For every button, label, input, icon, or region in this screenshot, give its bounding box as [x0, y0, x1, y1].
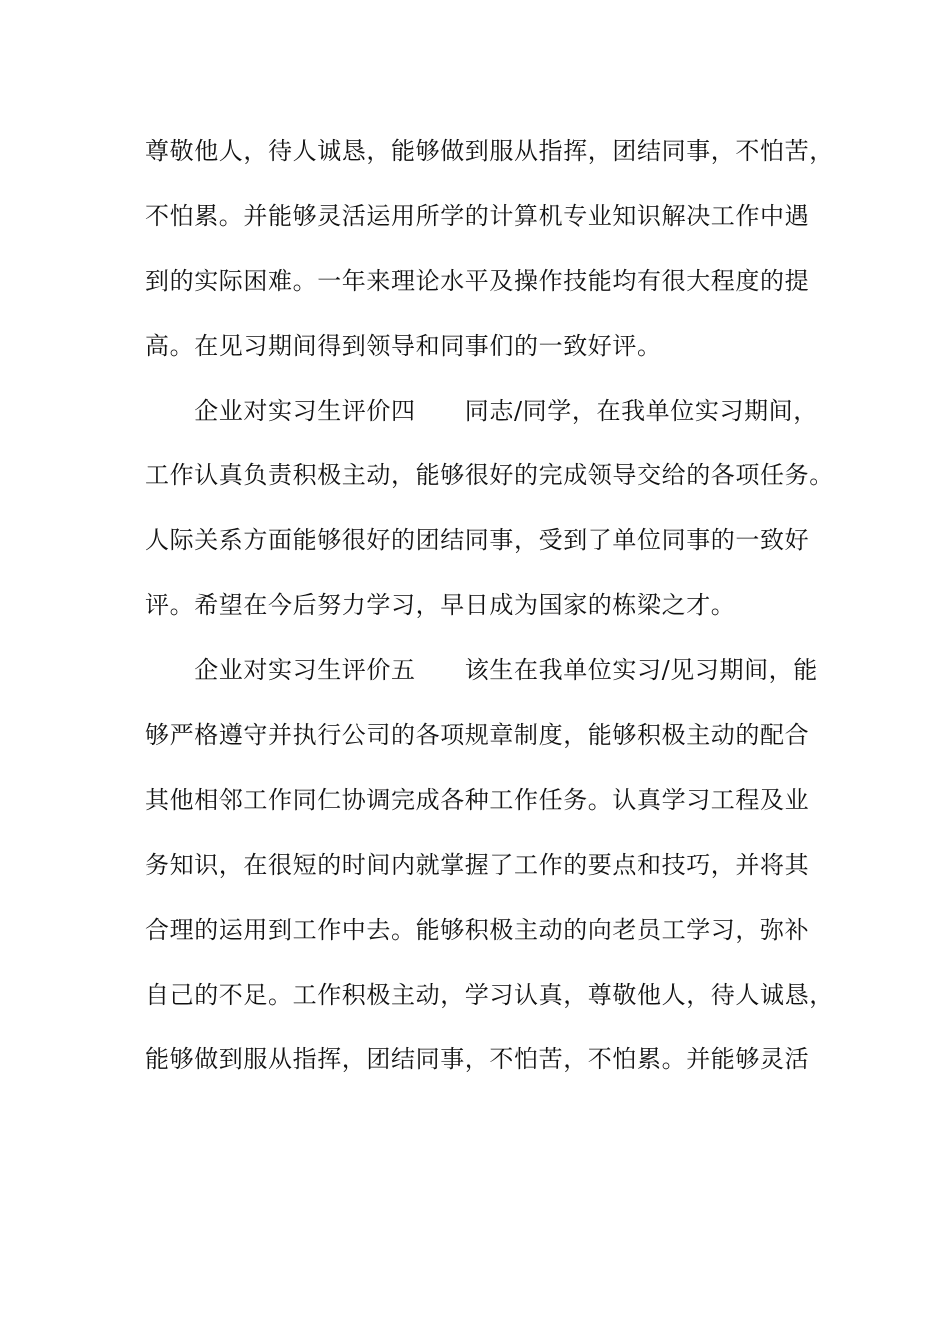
text-line-9: 企业对实习生评价五 该生在我单位实习/见习期间，能 [145, 656, 818, 685]
text-line-13: 合理的运用到工作中去。能够积极主动的向老员工学习，弥补 [145, 915, 810, 944]
text-line-3: 到的实际困难。一年来理论水平及操作技能均有很大程度的提 [145, 266, 810, 295]
document-body [145, 126, 835, 1099]
text-line-5: 企业对实习生评价四 同志/同学，在我单位实习期间， [145, 396, 818, 425]
text-line-7: 人际关系方面能够很好的团结同事，受到了单位同事的一致好 [145, 526, 810, 555]
text-line-11: 其他相邻工作同仁协调完成各种工作任务。认真学习工程及业 [145, 785, 810, 814]
text-line-15: 能够做到服从指挥，团结同事，不怕苦，不怕累。并能够灵活 [145, 1045, 810, 1074]
text-line-14: 自己的不足。工作积极主动，学习认真，尊敬他人，待人诚恳， [145, 980, 834, 1009]
text-line-8: 评。希望在今后努力学习，早日成为国家的栋梁之才。 [145, 591, 736, 620]
text-line-10: 够严格遵守并执行公司的各项规章制度，能够积极主动的配合 [145, 721, 810, 750]
text-line-12: 务知识，在很短的时间内就掌握了工作的要点和技巧，并将其 [145, 850, 810, 879]
text-line-4: 高。在见习期间得到领导和同事们的一致好评。 [145, 331, 662, 360]
text-line-1: 尊敬他人，待人诚恳，能够做到服从指挥，团结同事，不怕苦， [145, 137, 834, 165]
text-line-2: 不怕累。并能够灵活运用所学的计算机专业知识解决工作中遇 [145, 201, 810, 230]
text-line-6: 工作认真负责积极主动，能够很好的完成领导交给的各项任务。 [145, 461, 834, 490]
